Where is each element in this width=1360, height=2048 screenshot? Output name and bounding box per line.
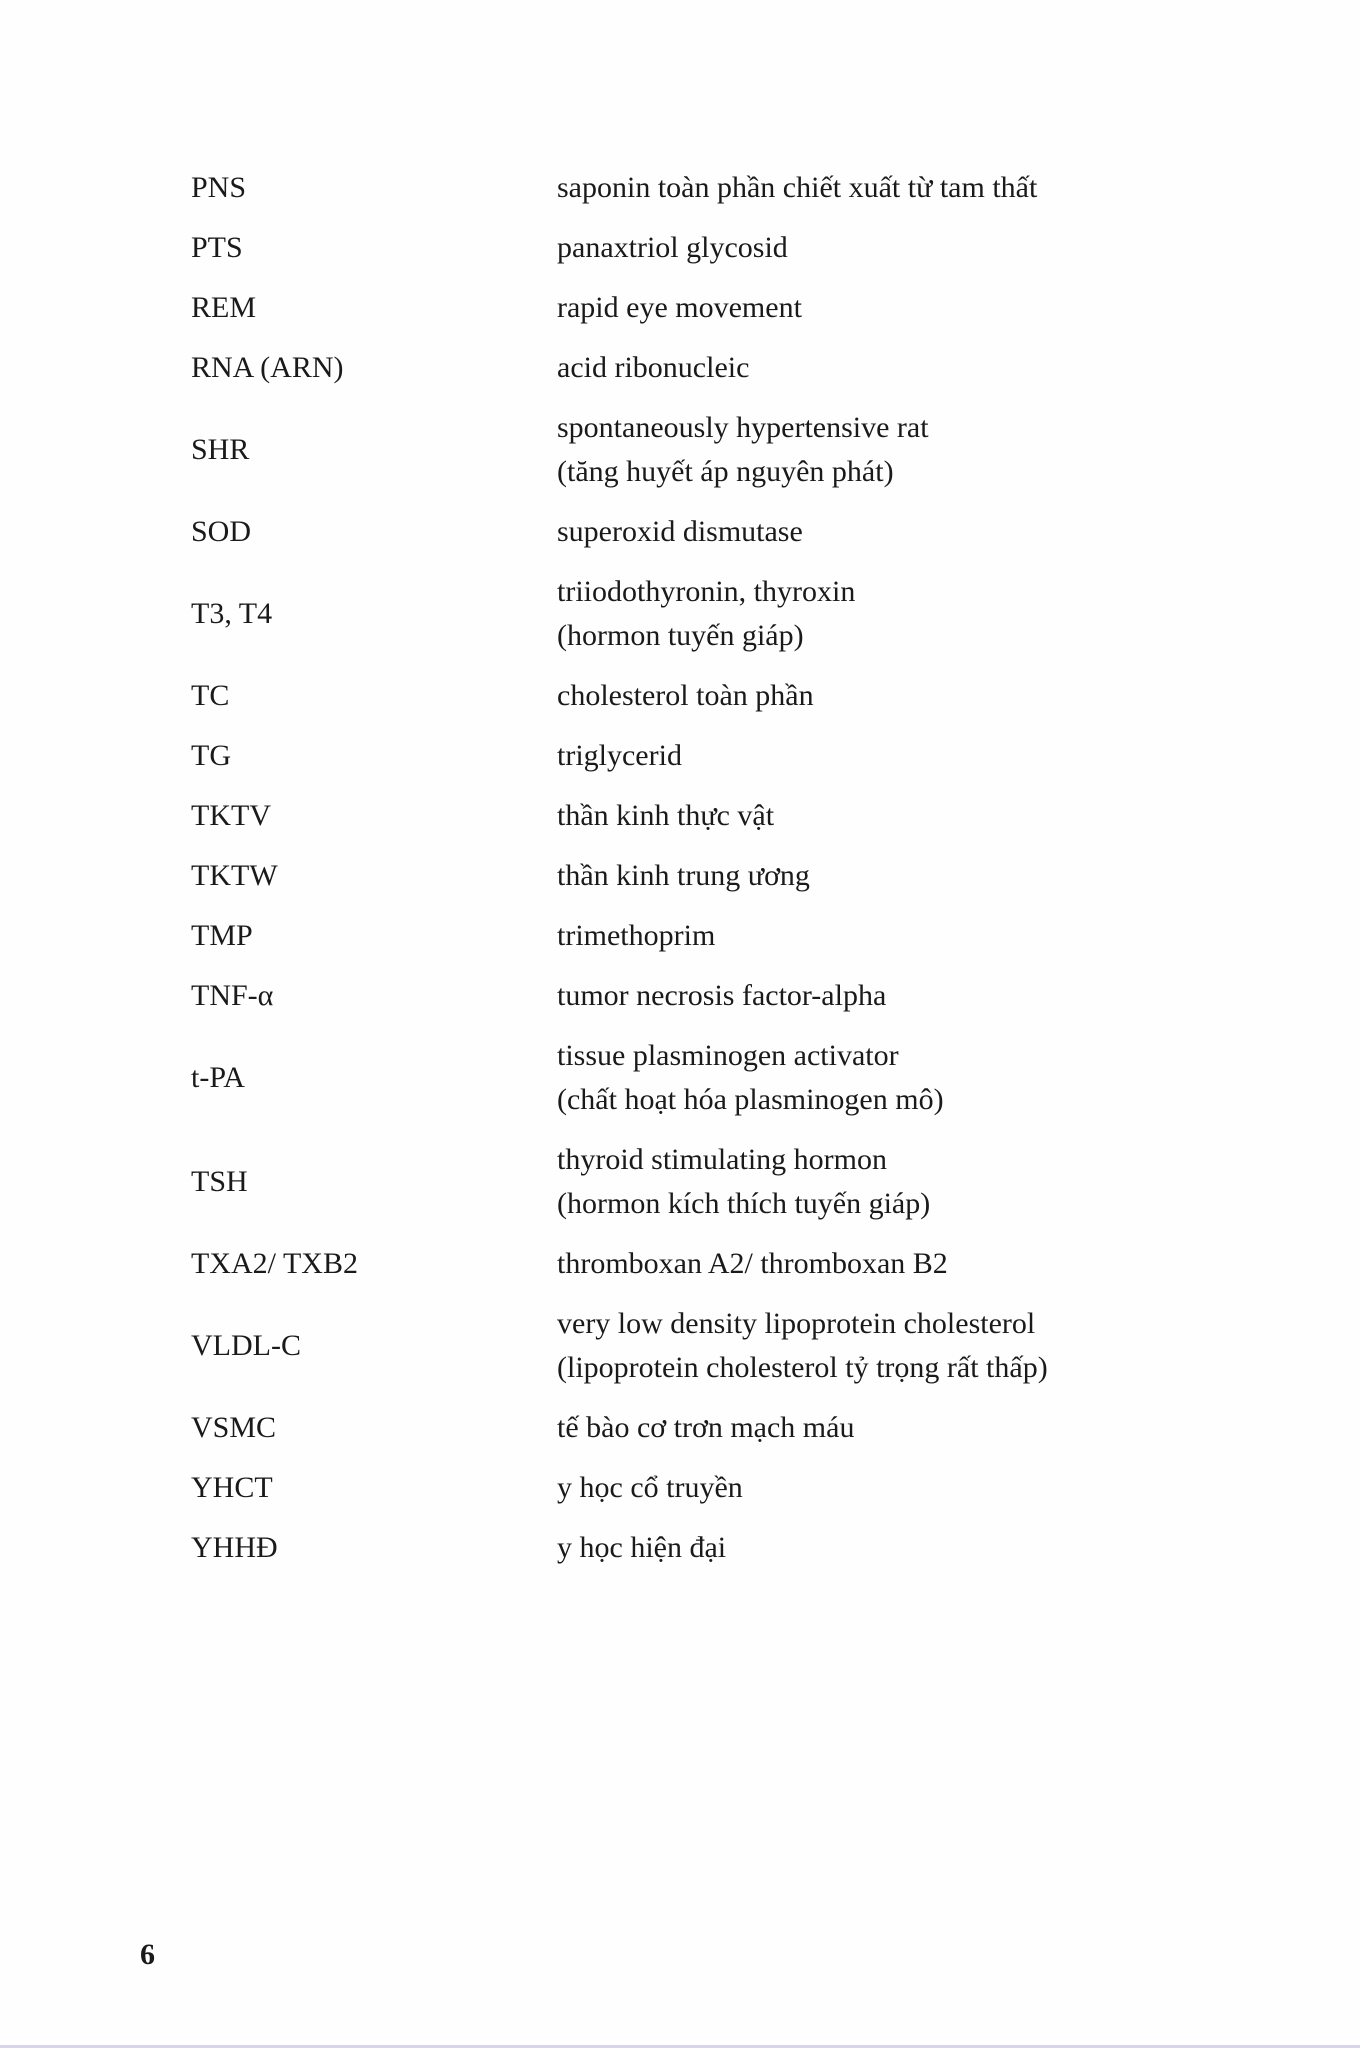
meaning-line: saponin toàn phần chiết xuất từ tam thất	[557, 171, 1038, 204]
meaning-line: thromboxan A2/ thromboxan B2	[557, 1247, 948, 1280]
meaning-line: (lipoprotein cholesterol tỷ trọng rất thấp)	[557, 1351, 1048, 1384]
meaning-line: triiodothyronin, thyroxin	[557, 575, 856, 608]
abbreviation-row	[191, 278, 1191, 338]
abbreviation-meaning	[557, 854, 1191, 898]
meaning-line: y học cổ truyền	[557, 1471, 743, 1504]
abbreviation-meaning	[557, 1138, 1191, 1226]
abbreviation-meaning	[557, 1406, 1191, 1450]
abbreviation-meaning	[557, 166, 1191, 210]
abbreviation-meaning	[557, 914, 1191, 958]
abbreviation-row	[191, 906, 1191, 966]
meaning-line: (hormon tuyến giáp)	[557, 619, 804, 652]
abbreviation-row	[191, 1398, 1191, 1458]
abbreviation-list	[191, 158, 1191, 1578]
meaning-line: thần kinh trung ương	[557, 859, 810, 892]
meaning-line: tumor necrosis factor-alpha	[557, 979, 887, 1012]
abbreviation-term: VLDL-C	[191, 1329, 301, 1362]
abbreviation-term: TC	[191, 679, 230, 712]
abbreviation-meaning	[557, 1242, 1191, 1286]
meaning-line: very low density lipoprotein cholesterol	[557, 1307, 1036, 1340]
abbreviation-meaning	[557, 734, 1191, 778]
abbreviation-term: TKTV	[191, 799, 271, 832]
meaning-line: (hormon kích thích tuyến giáp)	[557, 1187, 931, 1220]
meaning-line: tế bào cơ trơn mạch máu	[557, 1411, 855, 1444]
meaning-line: trimethoprim	[557, 919, 716, 952]
meaning-line: thyroid stimulating hormon	[557, 1143, 887, 1176]
abbreviation-term: YHHĐ	[191, 1531, 278, 1564]
abbreviation-term: TXA2/ TXB2	[191, 1247, 358, 1280]
meaning-line: triglycerid	[557, 739, 682, 772]
abbreviation-meaning	[557, 1526, 1191, 1570]
page-number: 6	[140, 1938, 155, 1971]
abbreviation-row	[191, 1294, 1191, 1398]
abbreviation-term: SOD	[191, 515, 252, 548]
abbreviation-row	[191, 966, 1191, 1026]
abbreviation-term: TKTW	[191, 859, 278, 892]
abbreviation-row	[191, 338, 1191, 398]
abbreviation-row	[191, 218, 1191, 278]
abbreviation-term: PTS	[191, 231, 243, 264]
abbreviation-term: PNS	[191, 171, 247, 204]
abbreviation-row	[191, 1518, 1191, 1578]
abbreviation-term: REM	[191, 291, 257, 324]
abbreviation-meaning	[557, 346, 1191, 390]
abbreviation-meaning	[557, 226, 1191, 270]
abbreviation-meaning	[557, 1302, 1191, 1390]
abbreviation-term: VSMC	[191, 1411, 277, 1444]
abbreviation-term: RNA (ARN)	[191, 351, 344, 384]
meaning-line: rapid eye movement	[557, 291, 802, 324]
abbreviation-term: YHCT	[191, 1471, 273, 1504]
abbreviation-row	[191, 666, 1191, 726]
meaning-line: acid ribonucleic	[557, 351, 750, 384]
meaning-line: spontaneously hypertensive rat	[557, 411, 929, 444]
meaning-line: superoxid dismutase	[557, 515, 803, 548]
abbreviation-term: T3, T4	[191, 597, 273, 630]
meaning-line: cholesterol toàn phần	[557, 679, 814, 712]
abbreviation-row	[191, 786, 1191, 846]
abbreviation-term: TG	[191, 739, 231, 772]
abbreviation-meaning	[557, 794, 1191, 838]
abbreviation-term: TMP	[191, 919, 253, 952]
abbreviation-row	[191, 158, 1191, 218]
abbreviation-row	[191, 502, 1191, 562]
meaning-line: thần kinh thực vật	[557, 799, 775, 832]
abbreviation-meaning	[557, 1034, 1191, 1122]
meaning-line: tissue plasminogen activator	[557, 1039, 899, 1072]
abbreviation-row	[191, 1130, 1191, 1234]
abbreviation-row	[191, 1458, 1191, 1518]
abbreviation-meaning	[557, 406, 1191, 494]
abbreviation-row	[191, 562, 1191, 666]
meaning-line: (chất hoạt hóa plasminogen mô)	[557, 1083, 944, 1116]
abbreviation-term: t-PA	[191, 1061, 245, 1094]
abbreviation-term: TNF-α	[191, 979, 274, 1012]
abbreviation-row	[191, 398, 1191, 502]
meaning-line: (tăng huyết áp nguyên phát)	[557, 455, 894, 488]
abbreviation-row	[191, 726, 1191, 786]
meaning-line: panaxtriol glycosid	[557, 231, 788, 264]
abbreviation-meaning	[557, 570, 1191, 658]
abbreviation-row	[191, 846, 1191, 906]
abbreviation-meaning	[557, 286, 1191, 330]
meaning-line: y học hiện đại	[557, 1531, 727, 1564]
abbreviation-meaning	[557, 510, 1191, 554]
abbreviation-meaning	[557, 974, 1191, 1018]
abbreviation-term: TSH	[191, 1165, 248, 1198]
abbreviation-meaning	[557, 1466, 1191, 1510]
abbreviation-row	[191, 1234, 1191, 1294]
abbreviation-meaning	[557, 674, 1191, 718]
abbreviation-row	[191, 1026, 1191, 1130]
abbreviation-term: SHR	[191, 433, 250, 466]
